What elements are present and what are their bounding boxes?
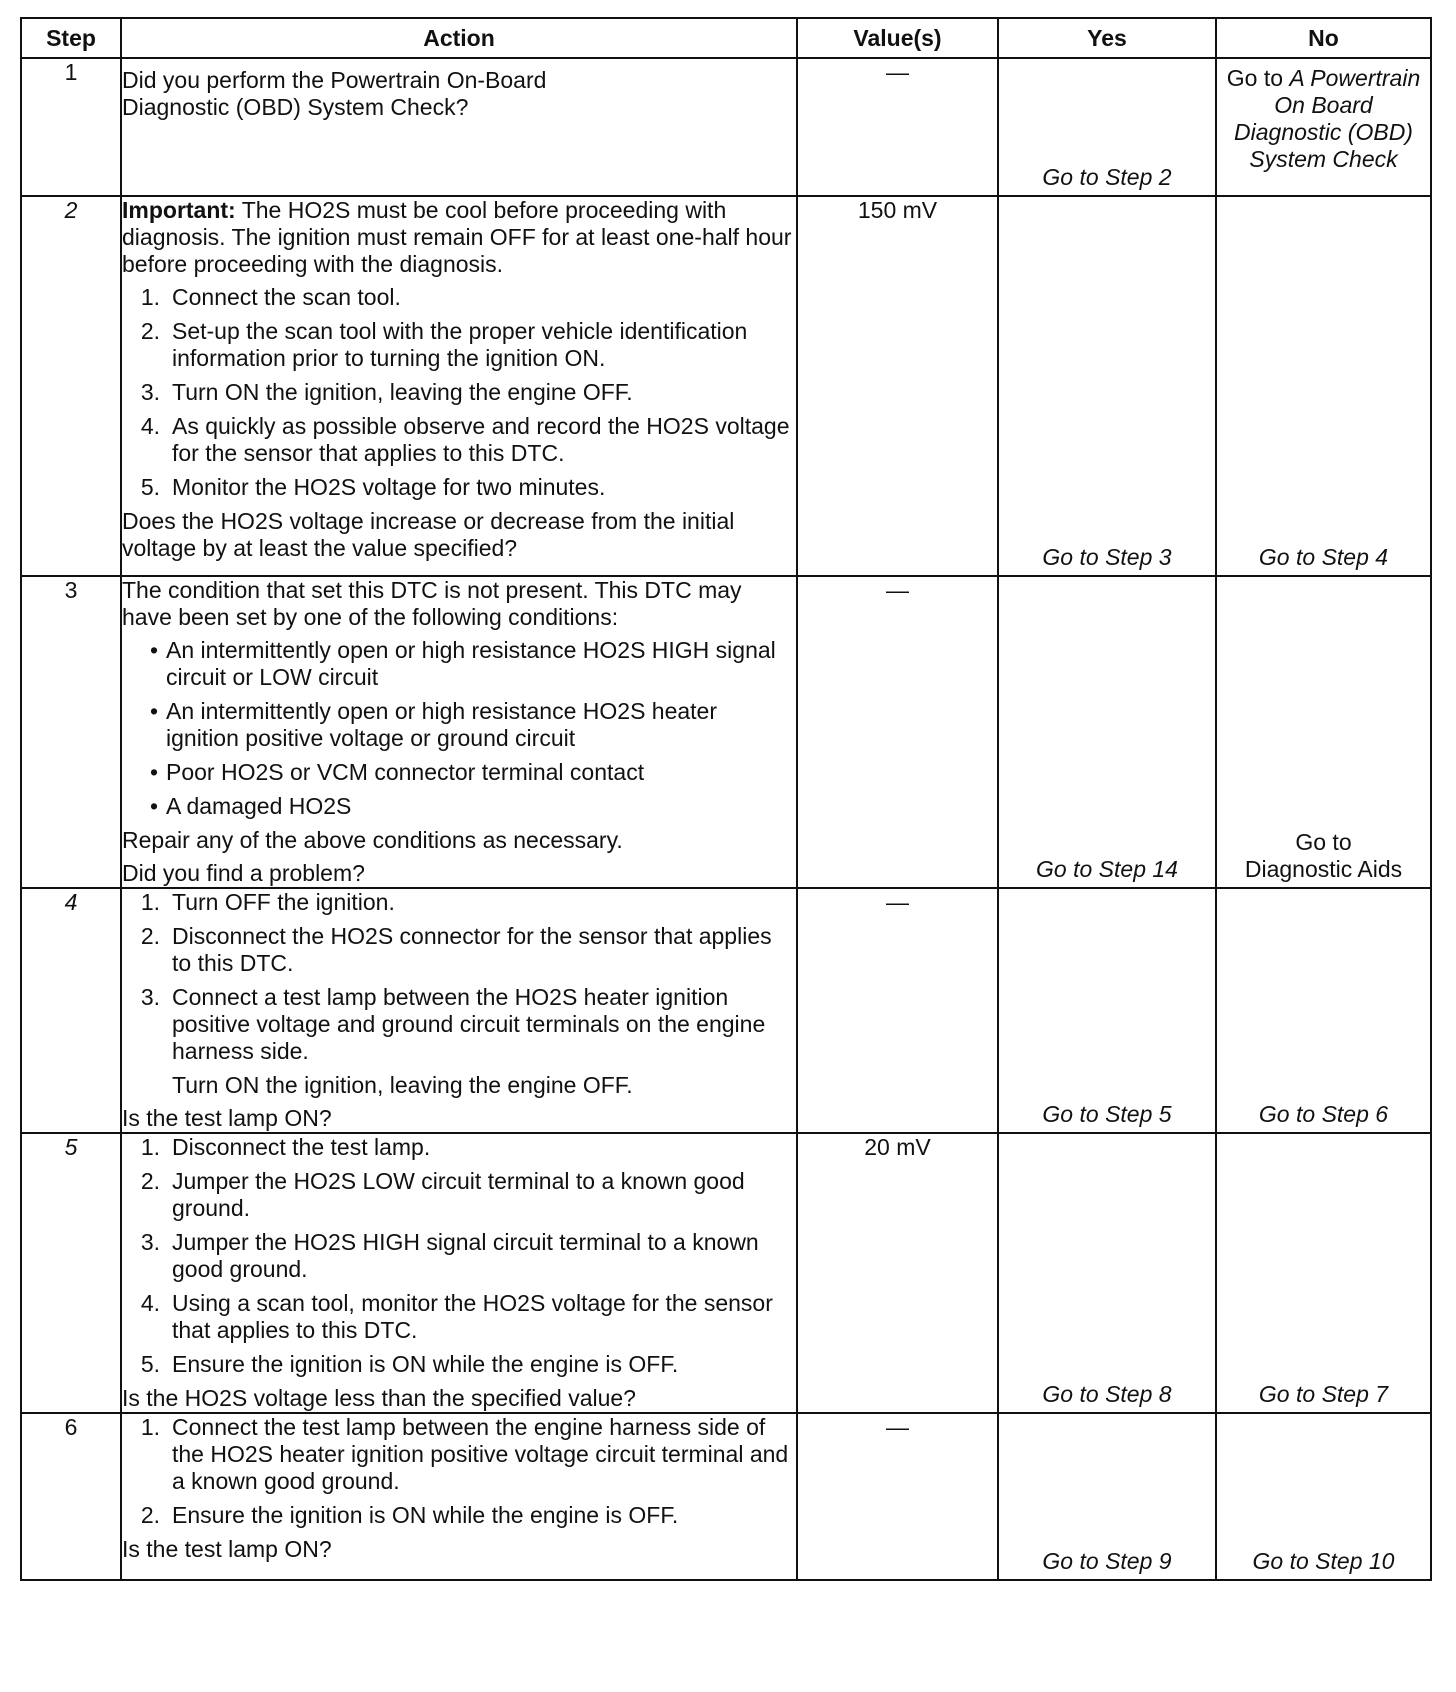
list-item-text: Connect a test lamp between the HO2S heater ignition positive voltage and ground circuit terminals on the engine harness side.	[172, 984, 766, 1064]
no-link[interactable]: Go to Step 10	[1252, 1548, 1395, 1574]
list-item-text: An intermittently open or high resistance HO2S heater ignition positive voltage or ground circuit	[166, 698, 718, 751]
list-item-text: Turn OFF the ignition.	[172, 889, 395, 915]
list-item-text: Turn ON the ignition, leaving the engine OFF.	[172, 379, 633, 405]
list-item-text: Disconnect the test lamp.	[172, 1134, 431, 1160]
procedure-list	[122, 889, 796, 1065]
yes-cell	[998, 888, 1216, 1133]
question-text: Did you perform the Powertrain On-Board Diagnostic (OBD) System Check?	[122, 67, 547, 120]
list-item: 2. Ensure the ignition is ON while the engine is OFF.	[122, 1502, 796, 1529]
list-item: 1. Connect the test lamp between the engine harness side of the HO2S heater ignition positive voltage circuit terminal and a known good ground.	[122, 1414, 796, 1495]
question-text: Did you find a problem?	[122, 860, 365, 886]
list-item: 2. Disconnect the HO2S connector for the sensor that applies to this DTC.	[122, 923, 796, 977]
no-link-line1: Go to	[1295, 829, 1352, 855]
no-link-title: A Powertrain On Board Diagnostic (OBD) System Check	[1234, 65, 1421, 172]
list-item-text: Using a scan tool, monitor the HO2S voltage for the sensor that applies to this DTC.	[172, 1290, 773, 1343]
header-no: No	[1216, 18, 1431, 58]
list-item: 2. Set-up the scan tool with the proper vehicle identification information prior to turning the ignition ON.	[122, 318, 796, 372]
question-text: Is the test lamp ON?	[122, 1536, 332, 1562]
value-cell: —	[797, 1413, 998, 1580]
yes-link[interactable]: Go to Step 3	[1042, 544, 1172, 570]
action-cell	[121, 58, 797, 196]
list-item: • Poor HO2S or VCM connector terminal contact	[122, 759, 796, 786]
list-item: 3. Turn ON the ignition, leaving the engine OFF.	[122, 379, 796, 406]
step-number: 2	[21, 196, 121, 576]
list-item-text: Jumper the HO2S HIGH signal circuit terminal to a known good ground.	[172, 1229, 759, 1282]
action-cell	[121, 1133, 797, 1413]
list-item-text: Connect the test lamp between the engine harness side of the HO2S heater ignition positive voltage circuit terminal and a known good ground.	[172, 1414, 789, 1494]
important-note	[122, 197, 796, 278]
step-number: 5	[21, 1133, 121, 1413]
no-link[interactable]	[1217, 829, 1430, 883]
no-link[interactable]: Go to Step 6	[1258, 1101, 1389, 1127]
list-item-text: Monitor the HO2S voltage for two minutes.	[172, 474, 606, 500]
yes-link[interactable]: Go to Step 8	[1042, 1381, 1172, 1407]
list-item-text: Jumper the HO2S LOW circuit terminal to a known good ground.	[172, 1168, 745, 1221]
yes-cell	[998, 576, 1216, 888]
list-item: 4. As quickly as possible observe and record the HO2S voltage for the sensor that applies to this DTC.	[122, 413, 796, 467]
yes-cell	[998, 196, 1216, 576]
procedure-list	[122, 1414, 796, 1529]
action-cell	[121, 576, 797, 888]
list-item: 3. Connect a test lamp between the HO2S heater ignition positive voltage and ground circuit terminals on the engine harness side.	[122, 984, 796, 1065]
no-cell	[1216, 196, 1431, 576]
extra-instruction: Turn ON the ignition, leaving the engine OFF.	[172, 1072, 633, 1098]
yes-link[interactable]: Go to Step 9	[1042, 1548, 1172, 1574]
list-item: 2. Jumper the HO2S LOW circuit terminal to a known good ground.	[122, 1168, 796, 1222]
condition-list	[122, 637, 796, 820]
table-row	[21, 888, 1431, 1133]
value-cell: 150 mV	[797, 196, 998, 576]
value-cell: —	[797, 888, 998, 1133]
procedure-list	[122, 284, 796, 501]
list-item: 5. Ensure the ignition is ON while the engine is OFF.	[122, 1351, 796, 1378]
procedure-list	[122, 1134, 796, 1378]
action-cell	[121, 888, 797, 1133]
value-cell: —	[797, 576, 998, 888]
list-item-text: A damaged HO2S	[166, 793, 352, 819]
no-cell	[1216, 1413, 1431, 1580]
step-number: 4	[21, 888, 121, 1133]
no-cell	[1216, 1133, 1431, 1413]
list-item: • An intermittently open or high resistance HO2S HIGH signal circuit or LOW circuit	[122, 637, 796, 691]
question-text: Does the HO2S voltage increase or decrease from the initial voltage by at least the value specified?	[122, 508, 735, 561]
no-cell	[1216, 58, 1431, 196]
list-item: 1. Connect the scan tool.	[122, 284, 796, 311]
no-cell	[1216, 888, 1431, 1133]
list-item-text: Ensure the ignition is ON while the engine is OFF.	[172, 1351, 679, 1377]
no-link-prefix: Go to	[1226, 65, 1290, 91]
table-row	[21, 1133, 1431, 1413]
list-item-text: As quickly as possible observe and record the HO2S voltage for the sensor that applies to this DTC.	[172, 413, 790, 466]
list-item-text: An intermittently open or high resistance HO2S HIGH signal circuit or LOW circuit	[166, 637, 776, 690]
no-link[interactable]: Go to Step 7	[1258, 1381, 1389, 1407]
list-item: 3. Jumper the HO2S HIGH signal circuit terminal to a known good ground.	[122, 1229, 796, 1283]
list-item-text: Disconnect the HO2S connector for the sensor that applies to this DTC.	[172, 923, 772, 976]
yes-link[interactable]: Go to Step 14	[1036, 856, 1178, 882]
header-step: Step	[21, 18, 121, 58]
list-item-text: Set-up the scan tool with the proper vehicle identification information prior to turning the ignition ON.	[172, 318, 748, 371]
important-text: The HO2S must be cool before proceeding with diagnosis. The ignition must remain OFF for at least one-half hour before proceeding with the diagnosis.	[122, 197, 792, 277]
question-text: Is the HO2S voltage less than the specified value?	[122, 1385, 636, 1411]
important-label: Important:	[122, 197, 236, 223]
table-row	[21, 196, 1431, 576]
yes-link[interactable]: Go to Step 5	[1042, 1101, 1172, 1127]
header-row	[21, 18, 1431, 58]
action-cell	[121, 1413, 797, 1580]
no-link-line2: Diagnostic Aids	[1244, 856, 1403, 882]
header-values: Value(s)	[797, 18, 998, 58]
list-item: • An intermittently open or high resistance HO2S heater ignition positive voltage or ground circuit	[122, 698, 796, 752]
yes-cell	[998, 1413, 1216, 1580]
diagnostic-table	[20, 17, 1432, 1581]
value-cell: —	[797, 58, 998, 196]
list-item: 5. Monitor the HO2S voltage for two minutes.	[122, 474, 796, 501]
list-item: 1. Disconnect the test lamp.	[122, 1134, 796, 1161]
no-link[interactable]	[1217, 65, 1430, 173]
list-item-text: Connect the scan tool.	[172, 284, 401, 310]
list-item-text: Ensure the ignition is ON while the engine is OFF.	[172, 1502, 679, 1528]
condition-intro: The condition that set this DTC is not present. This DTC may have been set by one of the following conditions:	[122, 577, 742, 630]
step-number: 6	[21, 1413, 121, 1580]
yes-cell	[998, 58, 1216, 196]
list-item: • A damaged HO2S	[122, 793, 796, 820]
header-action: Action	[121, 18, 797, 58]
table-row	[21, 576, 1431, 888]
list-item-text: Poor HO2S or VCM connector terminal contact	[166, 759, 645, 785]
table-row	[21, 1413, 1431, 1580]
no-cell	[1216, 576, 1431, 888]
action-cell	[121, 196, 797, 576]
step-number: 3	[21, 576, 121, 888]
step-number: 1	[21, 58, 121, 196]
header-yes: Yes	[998, 18, 1216, 58]
value-cell: 20 mV	[797, 1133, 998, 1413]
list-item: 1. Turn OFF the ignition.	[122, 889, 796, 916]
repair-note: Repair any of the above conditions as necessary.	[122, 827, 623, 853]
yes-link[interactable]: Go to Step 2	[1042, 164, 1172, 190]
no-link[interactable]: Go to Step 4	[1258, 544, 1389, 570]
yes-cell	[998, 1133, 1216, 1413]
question-text: Is the test lamp ON?	[122, 1105, 332, 1131]
table-row	[21, 58, 1431, 196]
list-item: 4. Using a scan tool, monitor the HO2S voltage for the sensor that applies to this DTC.	[122, 1290, 796, 1344]
